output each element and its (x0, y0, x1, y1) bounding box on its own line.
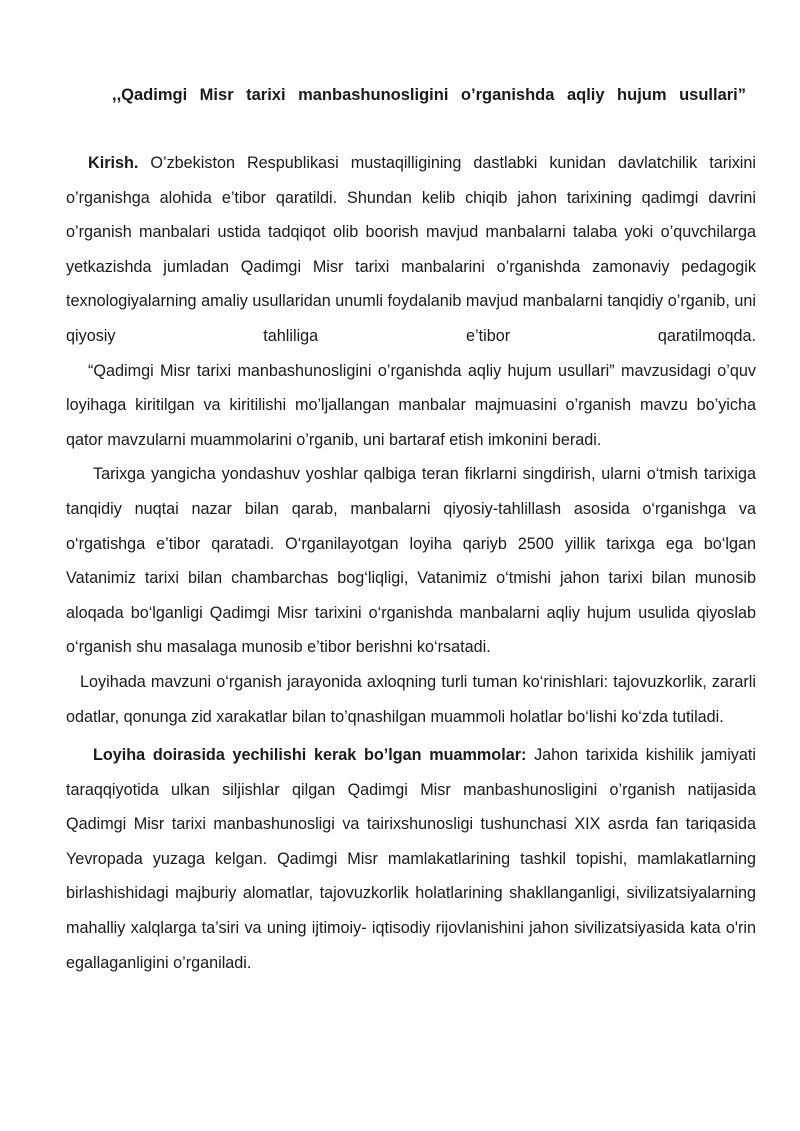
problems-paragraph (66, 738, 756, 980)
paragraph-4: Loyihada mavzuni o‘rganish jarayonida axloqning turli tuman ko‘rinishlari: tajovuzkorlik, zararli odatlar, qonunga zid xarakatlar bilan to’qnashilgan muammoli holatlar bo‘lishi ko‘zda tutiladi. (66, 672, 756, 726)
document-title: ,,Qadimgi Misr tarixi manbashunosligini o’rganishda aqliy hujum usullari” (112, 86, 746, 104)
paragraph-2: “Qadimgi Misr tarixi manbashunosligini o’rganishda aqliy hujum usullari” mavzusidagi o’quv loyihaga kiritilgan va kiritilishi mo’ljallangan manbalar majmuasini o’rganish mavzu bo’yicha qator mavzularni muammolarini o’rganib, uni bartaraf etish imkonini beradi. (66, 361, 756, 449)
intro-paragraph (66, 146, 756, 354)
intro-heading: Kirish. (88, 154, 139, 172)
problems-heading: Loyiha doirasida yechilishi kerak bo’lgan muammolar: (93, 746, 527, 765)
paragraph-3: Tarixga yangicha yondashuv yoshlar qalbiga teran fikrlarni singdirish, ularni o‘tmish tarixiga tanqidiy nuqtai nazar bilan qarab, manbalarni qiyosiy-tahlillash asosida o‘rganishga va o‘rgatishga e’tibor qaratadi. O‘rganilayotgan loyiha qariyb 2500 yillik tarixga ega bo‘lgan Vatanimiz tarixi bilan chambarchas bog‘liqligi, Vatanimiz o‘tmishi jahon tarixi bilan munosib aloqada bo‘lganligi Qadimgi Misr tarixini o‘rganishda manbalarni aqliy hujum usulida qiyoslab o‘rganish shu masalaga munosib e’tibor berishni ko‘rsatadi. (66, 465, 756, 657)
intro-text: O’zbekiston Respublikasi mustaqilligining dastlabki kunidan davlatchilik tarixini o’rganishga alohida e’tibor qaratildi. Shundan kelib chiqib jahon tarixining qadimgi davrini o’rganish manbalari ustida tadqiqot olib boorish mavjud manbalarni talaba yoki o’quvchilarga yetkazishda jumladan Qadimgi Misr tarixi manbalarini o’rganishda zamonaviy pedagogik texnologiyalarning amaliy usullaridan unumli foydalanib mavjud manbalarni tanqidiy o’rganib, uni qiyosiy tahliliga e’tibor qaratilmoqda. (66, 154, 756, 345)
document-body (66, 146, 756, 980)
problems-text: Jahon tarixida kishilik jamiyati taraqqiyotida ulkan siljishlar qilgan Qadimgi Misr manbashunosligini o’rganish natijasida Qadimgi Misr tarixi manbashunosligi va tairixshunosligi tushunchasi XIX asrda fan tariqasida Yevropada yuzaga kelgan. Qadimgi Misr mamlakatlarining tashkil topishi, mamlakatlarning birlashishidagi majburiy alomatlar, tajovuzkorlik holatlarining shakllanganligi, sivilizatsiyalarning mahalliy xalqlarga ta’siri va uning ijtimoiy- iqtisodiy rijovlanishini jahon sivilizatsiyasida kata o'rin egallaganligini o’rganiladi. (66, 746, 756, 972)
